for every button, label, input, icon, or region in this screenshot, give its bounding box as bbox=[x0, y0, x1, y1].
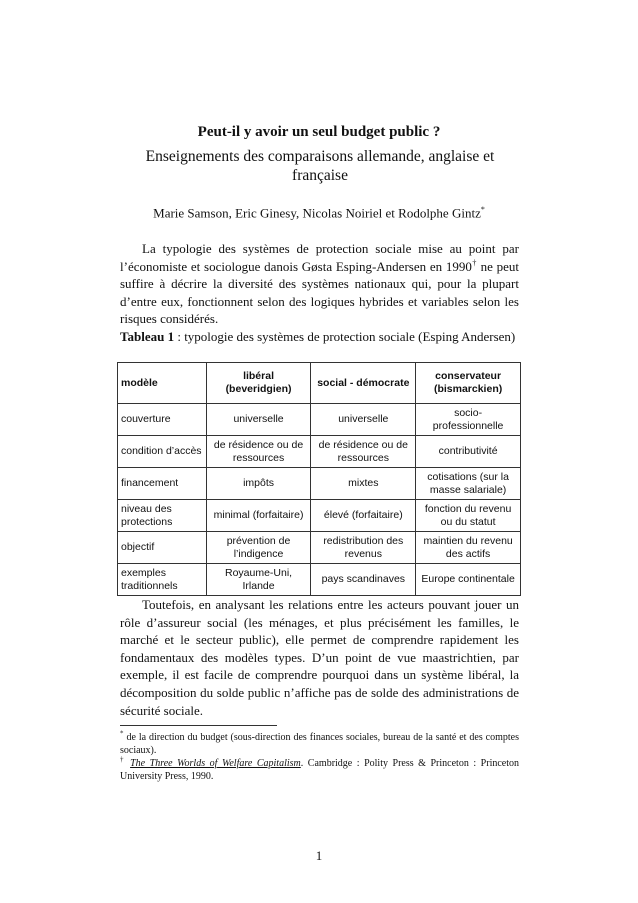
table-cell: fonction du revenu ou du statut bbox=[416, 500, 521, 532]
table-header-cell: modèle bbox=[118, 363, 207, 404]
intro-text-start: La typologie des systèmes de protection sociale mise au point par l’économiste et sociologue danois Gøsta Esping-Andersen en 1990 bbox=[120, 241, 519, 274]
table-cell: objectif bbox=[118, 532, 207, 564]
table-cell: contributivité bbox=[416, 436, 521, 468]
table-cell: de résidence ou de ressources bbox=[206, 436, 311, 468]
table-cell: financement bbox=[118, 468, 207, 500]
footnote-1 bbox=[120, 729, 519, 757]
table-header-cell: conservateur (bismarckien) bbox=[416, 363, 521, 404]
table-row bbox=[118, 564, 521, 596]
author-line bbox=[0, 205, 638, 221]
table-cell: socio-professionnelle bbox=[416, 404, 521, 436]
table-cell: élevé (forfaitaire) bbox=[311, 500, 416, 532]
table-header-row bbox=[118, 363, 521, 404]
table-row bbox=[118, 436, 521, 468]
intro-paragraph bbox=[120, 240, 519, 328]
authors-names: Marie Samson, Eric Ginesy, Nicolas Noiriel et Rodolphe Gintz bbox=[153, 205, 481, 221]
table-header-cell: libéral (beveridgien) bbox=[206, 363, 311, 404]
table-cell: minimal (forfaitaire) bbox=[206, 500, 311, 532]
typology-table bbox=[117, 362, 521, 596]
footnote-2-text: . Cambridge : Polity Press & Princeton : Princeton University Press, 1990. bbox=[120, 758, 520, 782]
table-row bbox=[118, 404, 521, 436]
table-caption-label: Tableau 1 bbox=[120, 329, 175, 344]
table-cell: universelle bbox=[311, 404, 416, 436]
table-cell: Royaume-Uni, Irlande bbox=[206, 564, 311, 596]
table-cell: prévention de l’indigence bbox=[206, 532, 311, 564]
footnote-divider bbox=[120, 725, 277, 726]
table-cell: de résidence ou de ressources bbox=[311, 436, 416, 468]
footnote-2 bbox=[120, 755, 520, 783]
intro-footnote-mark: † bbox=[471, 258, 477, 268]
table-cell: pays scandinaves bbox=[311, 564, 416, 596]
page-number: 1 bbox=[315, 848, 323, 863]
document-subtitle: Enseignements des comparaisons allemande, anglaise et française bbox=[145, 148, 495, 184]
table-row bbox=[118, 532, 521, 564]
table-cell: exemples traditionnels bbox=[118, 564, 207, 596]
table-cell: niveau des protections bbox=[118, 500, 207, 532]
table-cell: redistribution des revenus bbox=[311, 532, 416, 564]
authors-footnote-mark: * bbox=[480, 205, 485, 214]
table-cell: couverture bbox=[118, 404, 207, 436]
footnote-1-text: de la direction du budget (sous-direction des finances sociales, bureau de la santé et des comptes sociaux). bbox=[120, 732, 519, 756]
table-cell: maintien du revenu des actifs bbox=[416, 532, 521, 564]
table-cell: universelle bbox=[206, 404, 311, 436]
table-header-cell: social - démocrate bbox=[311, 363, 416, 404]
table-row bbox=[118, 500, 521, 532]
table-cell: impôts bbox=[206, 468, 311, 500]
table-caption-text: : typologie des systèmes de protection sociale (Esping Andersen) bbox=[174, 329, 516, 344]
table-cell: condition d’accès bbox=[118, 436, 207, 468]
footnote-1-mark: * bbox=[120, 729, 124, 738]
footnote-2-mark: † bbox=[120, 755, 126, 764]
table-cell: Europe continentale bbox=[416, 564, 521, 596]
body-paragraph: Toutefois, en analysant les relations entre les acteurs pouvant jouer un rôle d’assureur social (les ménages, et plus précisément les familles, le marché et le secteur public), elle permet de comprendre rapidement les fondamentaux des modèles types. D’un point de vue maastrichtien, par exemple, il est facile de comprendre pourquoi dans un système libéral, la décomposition du solde public n’affiche pas de solde des administrations de sécurité sociale. bbox=[120, 597, 519, 718]
intro-text-end: ne peut suffire à décrire la diversité des systèmes nationaux qui, pour la plupart d’entre eux, fonctionnent selon des logiques hybrides et variables selon les risques considérés. bbox=[120, 258, 519, 327]
document-title: Peut-il y avoir un seul budget public ? bbox=[197, 124, 441, 140]
table-cell: cotisations (sur la masse salariale) bbox=[416, 468, 521, 500]
table-cell: mixtes bbox=[311, 468, 416, 500]
footnote-2-reference: The Three Worlds of Welfare Capitalism bbox=[130, 758, 301, 769]
table-caption bbox=[120, 329, 519, 345]
table-row bbox=[118, 468, 521, 500]
